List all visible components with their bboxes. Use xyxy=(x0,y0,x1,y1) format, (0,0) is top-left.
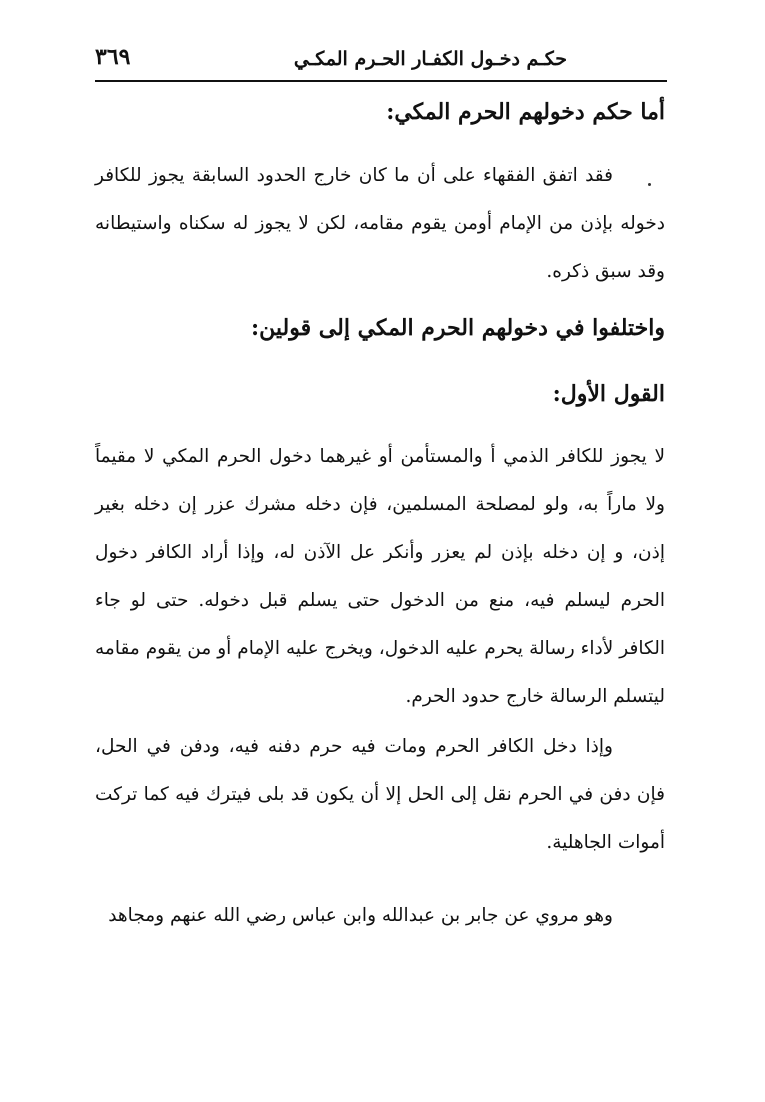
heading-ruling: أما حكم دخولهم الحرم المكي: xyxy=(386,99,665,125)
page-number: ٣٦٩ xyxy=(95,44,131,70)
scan-speck xyxy=(648,183,651,186)
heading-disagreement: واختلفوا في دخولهم الحرم المكي إلى قولين: xyxy=(251,315,665,341)
running-title: حكـم دخـول الكفـار الحـرم المكـي xyxy=(293,48,567,70)
paragraph-burial: وإذا دخل الكافر الحرم ومات فيه حرم دفنه فيه، ودفن في الحل، فإن دفن في الحرم نقل إلى الحل إلا أن يكون قد بلى فيترك فيه كما تركت أموات الجاهلية. xyxy=(95,736,665,853)
paragraph-agreement: فقد اتفق الفقهاء على أن ما كان خارج الحدود السابقة يجوز للكافر دخوله بإذن من الإمام أومن يقوم مقامه، لكن لا يجوز له سكناه واستيطانه وقد سبق ذكره. xyxy=(95,165,665,282)
heading-first-opinion: القول الأول: xyxy=(552,381,665,407)
running-header xyxy=(95,40,667,82)
paragraph-narration: وهو مروي عن جابر بن عبدالله وابن عباس رضي الله عنهم ومجاهد xyxy=(108,905,613,926)
paragraph-first-opinion: لا يجوز للكافر الذمي أ والمستأمن أو غيرهما دخول الحرم المكي لا مقيماً ولا ماراً به، ولو لمصلحة المسلمين، فإن دخله مشرك عزر إن دخله بغير إذن، و إن دخله بإذن لم يعزر وأنكر عل الآذن له، وإذا أراد الكافر دخول الحرم ليسلم فيه، منع من الدخول حتى يسلم قبل دخوله. حتى لو جاء الكافر لأداء رسالة يحرم عليه الدخول، ويخرج عليه الإمام أو من يقوم مقامه ليتسلم الرسالة خارج حدود الحرم. xyxy=(95,446,665,707)
